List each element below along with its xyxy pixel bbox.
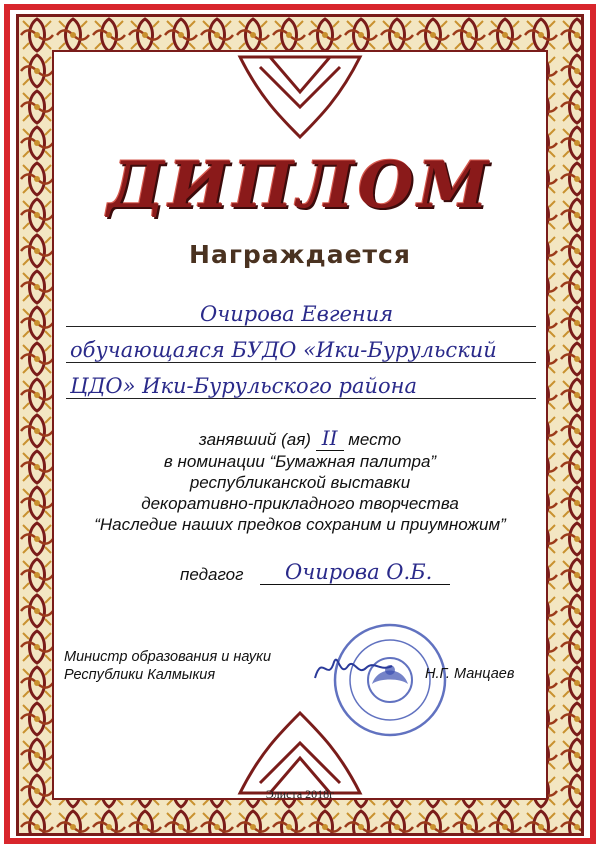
place-suffix: место	[348, 430, 402, 449]
exhibition-line-1: республиканской выставки	[189, 473, 411, 492]
teacher-name: Очирова О.Б.	[285, 560, 433, 584]
teacher-label: педагог	[180, 565, 244, 584]
underline-2	[66, 362, 536, 363]
recipient-line-2: обучающаяся БУДО «Ики-Бурульский	[70, 338, 497, 362]
city-year: Элиста 2018г	[265, 787, 335, 801]
exhibition-line-3: “Наследие наших предков сохраним и приумножим”	[94, 515, 506, 534]
minister-name: Н.Г. Манцаев	[425, 666, 515, 682]
minister-line-2: Республики Калмыкия	[64, 667, 216, 683]
underline-1	[66, 326, 536, 327]
minister-line-1: Министр образования и науки	[64, 649, 272, 665]
nomination: в номинации “Бумажная палитра”	[163, 452, 437, 471]
underline-3	[66, 398, 536, 399]
place-value: II	[316, 426, 344, 451]
recipient-line-3: ЦДО» Ики-Бурульского района	[70, 374, 418, 398]
teacher-underline	[260, 584, 450, 585]
awarded-label: Награждается	[189, 240, 411, 269]
diploma-title: ДИПЛОМ	[107, 148, 493, 223]
recipient-name: Очирова Евгения	[200, 302, 394, 326]
place-line	[0, 428, 600, 450]
minister-title	[64, 648, 271, 684]
exhibition-line-2: декоративно-прикладного творчества	[141, 494, 459, 513]
place-prefix: занявший (ая)	[198, 430, 311, 449]
signature	[310, 648, 430, 688]
